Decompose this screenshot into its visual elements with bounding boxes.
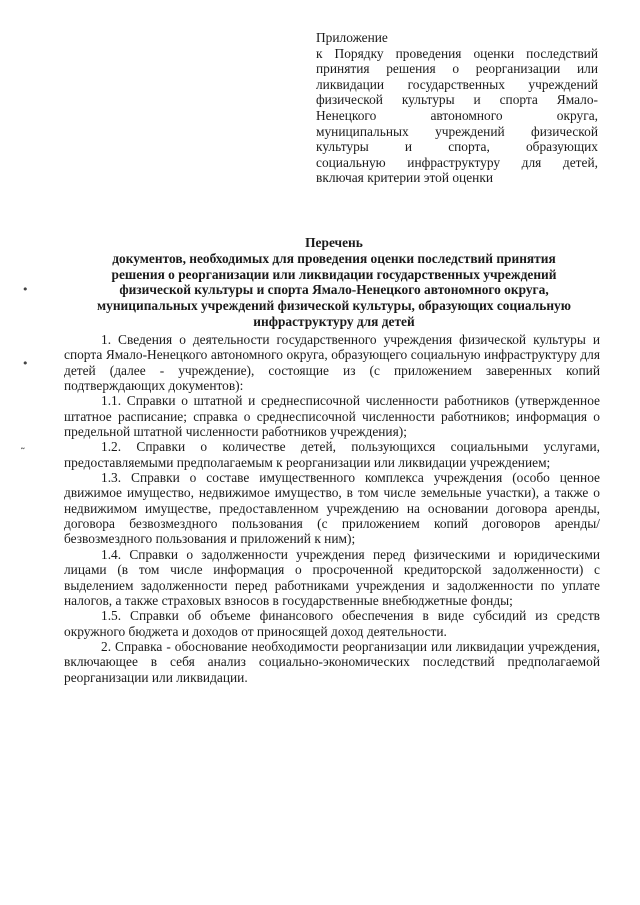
title-heading: Перечень [305,235,363,250]
paragraph-1: 1. Сведения о деятельности государственного учреждения физической культуры и спорта Ямало-Ненецкого автономного округа, образующего социальную инфраструктуру для детей (далее - учреждение), состоящие из (с приложением заверенных копий подтверждающих документов): [64,332,600,394]
paragraph-1-3: 1.3. Справки о составе имущественного комплекса учреждения (особо ценное движимое имущество, недвижимое имущество, в том числе земельные участки), а также о недвижимом имуществе, предоставленном учреждению на основании договора аренды, договора безвозмездного пользования (с приложением копий договоров аренды/безвозмездного пользования и приложений к ним); [64,470,600,547]
title-line: физической культуры и спорта Ямало-Ненецкого автономного округа, [119,282,549,298]
appendix-line: физической культуры и спорта Ямало- [316,92,598,108]
title-line: инфраструктуру для детей [253,313,415,329]
paragraph-1-1: 1.1. Справки о штатной и среднесписочной численности работников (утвержденное штатное расписание; справка о среднесписочной численности работников; информация о предельной штатной численности работников учреждения); [64,393,600,440]
appendix-line: социальную инфраструктуру для детей, [316,154,598,170]
title-line: решения о реорганизации или ликвидации государственных учреждений [111,266,557,282]
appendix-line: Ненецкого автономного округа, [316,107,598,123]
document-title [52,235,616,330]
appendix-line: Приложение [316,30,388,45]
appendix-line: принятия решения о реорганизации или [316,61,598,77]
appendix-line: к Порядку проведения оценки последствий [316,45,598,61]
title-line: муниципальных учреждений физической культуры, образующих социальную [97,298,571,314]
paragraph-2: 2. Справка - обоснование необходимости реорганизации или ликвидации учреждения, включающее в себя анализ социально-экономических последствий предполагаемой реорганизации или ликвидации. [64,638,600,685]
scan-mark-3: ˜ [20,446,26,459]
title-line: документов, необходимых для проведения оценки последствий принятия [112,250,556,266]
paragraph-1-5: 1.5. Справки об объеме финансового обеспечения в виде субсидий из средств окружного бюджета и доходов от приносящей доход деятельности. [64,608,600,639]
paragraph-1-2: 1.2. Справки о количестве детей, пользующихся социальными услугами, предоставляемыми предполагаемым к реорганизации или ликвидации учреждением; [64,439,600,470]
scan-mark-1: • [22,283,29,296]
appendix-header [316,30,598,186]
paragraph-1-4: 1.4. Справки о задолженности учреждения перед физическими и юридическими лицами (в том числе информация о просроченной кредиторской задолженности) с выделением задолженности перед работниками учреждения и задолженности по уплате налогов, а также страховых взносов в государственные внебюджетные фонды; [64,546,600,608]
document-body [64,332,600,685]
scan-mark-2: • [22,357,29,370]
appendix-line: муниципальных учреждений физической [316,123,598,139]
appendix-line: культуры и спорта, образующих [316,139,598,155]
appendix-line: включая критерии этой оценки [316,170,494,186]
appendix-line: ликвидации государственных учреждений [316,76,598,92]
